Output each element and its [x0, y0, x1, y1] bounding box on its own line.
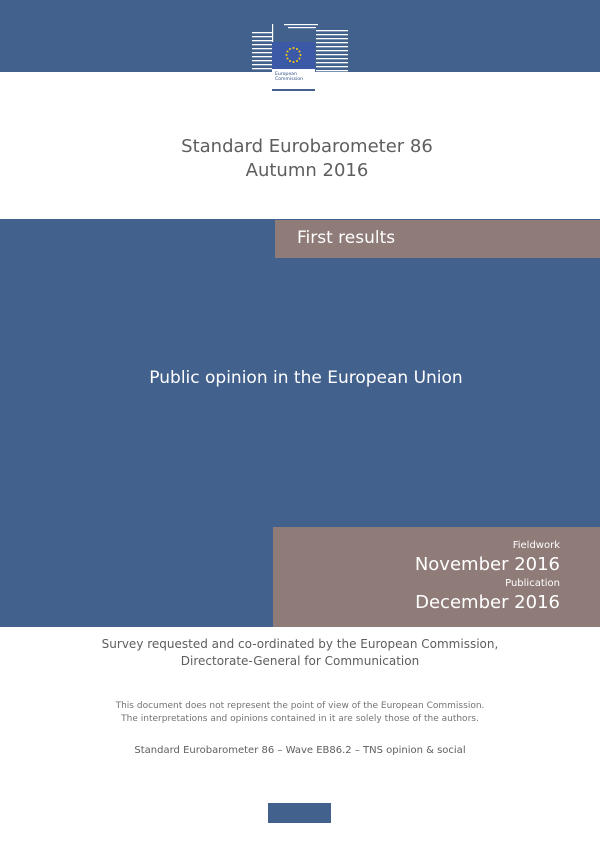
first-results-label: First results: [297, 228, 396, 248]
eu-flag-icon: [272, 42, 315, 70]
disclaimer-line-1: This document does not represent the point of view of the European Commission.: [115, 701, 485, 711]
report-title-block: [0, 135, 600, 183]
dates-box: [273, 527, 600, 627]
first-results-tab: [275, 220, 600, 258]
fieldwork-label: Fieldwork: [512, 540, 560, 551]
report-title: Standard Eurobarometer 86: [181, 136, 433, 157]
requested-by: [0, 636, 600, 670]
publication-label: Publication: [505, 578, 560, 589]
footer-block: [268, 803, 331, 823]
publication-value: December 2016: [415, 592, 560, 613]
wave-info: Standard Eurobarometer 86 – Wave EB86.2 – TNS opinion & social: [134, 745, 466, 756]
requested-line-1: Survey requested and co-ordinated by the European Commission,: [101, 637, 499, 651]
disclaimer: [0, 700, 600, 726]
fieldwork-value: November 2016: [414, 554, 560, 575]
logo-label: European Commission: [275, 72, 304, 83]
requested-line-2: Directorate-General for Communication: [180, 654, 420, 668]
report-season: Autumn 2016: [245, 160, 369, 181]
main-title: Public opinion in the European Union: [149, 368, 463, 388]
disclaimer-line-2: The interpretations and opinions contained in it are solely those of the authors.: [121, 714, 479, 724]
